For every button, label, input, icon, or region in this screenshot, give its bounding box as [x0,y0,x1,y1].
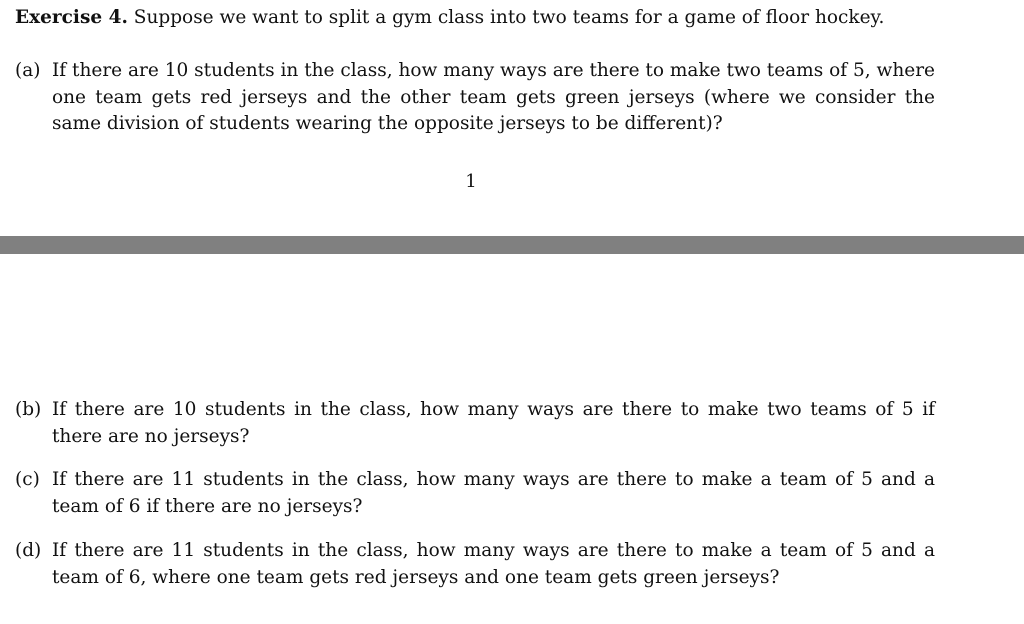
part-a-label: (a) [15,60,41,81]
part-c-label: (c) [15,469,40,490]
page-break-divider [0,236,1024,254]
exercise-heading [15,5,884,31]
part-b-text: If there are 10 students in the class, how many ways are there to make two teams of 5 if there are no jerseys? [52,399,935,447]
exercise-part-a [15,58,935,138]
exercise-part-d [15,538,935,591]
part-c-text: If there are 11 students in the class, how many ways are there to make a team of 5 and a team of 6 if there are no jerseys? [52,469,935,517]
page-number: 1 [465,171,477,192]
part-d-text: If there are 11 students in the class, how many ways are there to make a team of 5 and a team of 6, where one team gets red jerseys and one team gets green jerseys? [52,540,935,588]
exercise-label: Exercise 4. [15,7,128,28]
part-b-label: (b) [15,399,42,420]
exercise-part-b [15,397,935,450]
part-d-label: (d) [15,540,42,561]
exercise-part-c [15,467,935,520]
part-a-text: If there are 10 students in the class, how many ways are there to make two teams of 5, where one team gets red jerseys and the other team gets green jerseys (where we consider the same division of students wearing the opposite jerseys to be different)? [52,60,935,134]
exercise-intro-text: Suppose we want to split a gym class into two teams for a game of floor hockey. [133,7,885,28]
page-one [0,0,1024,236]
